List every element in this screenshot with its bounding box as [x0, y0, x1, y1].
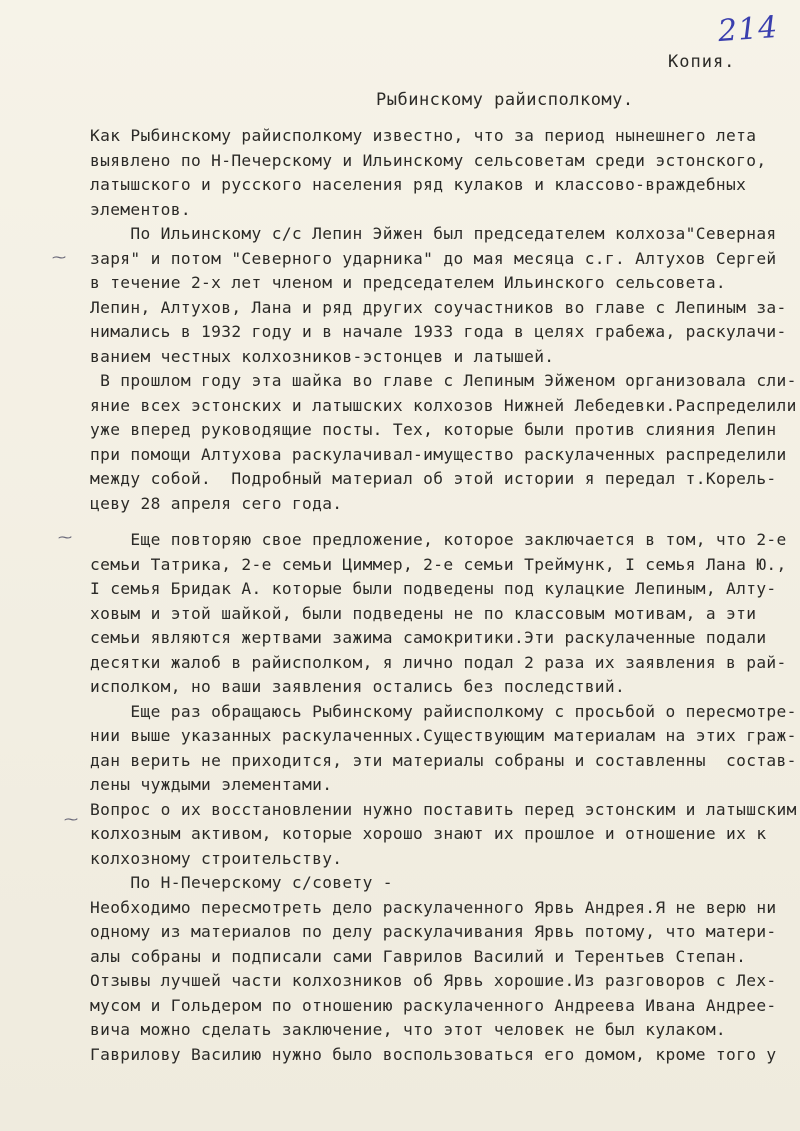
- text-line: В прошлом году эта шайка во главе с Лепиным Эйженом организовала сли-: [90, 371, 797, 390]
- text-line: семьи являются жертвами зажима самокритики.Эти раскулаченные подали: [90, 628, 767, 647]
- text-line: семьи Татрика, 2-е семьи Циммер, 2-е семьи Треймунк, I семья Лана Ю.,: [90, 554, 787, 574]
- text-line: уже вперед руководящие посты. Тех, которые были против слияния Лепин: [90, 420, 777, 439]
- text-line: яние всех эстонских и латышских колхозов Нижней Лебедевки.Распределили: [90, 395, 797, 415]
- text-line: колхозному строительству.: [90, 848, 343, 868]
- text-line: По Ильинскому с/с Лепин Эйжен был председателем колхоза"Северная: [90, 224, 777, 243]
- text-line: заря" и потом "Северного ударника" до мая месяца с.г. Алтухов Сергей: [90, 248, 777, 268]
- text-line: Еще раз обращаюсь Рыбинскому райисполкому с просьбой о пересмотре-: [90, 701, 797, 721]
- text-line: выявлено по Н-Печерскому и Ильинскому сельсоветам среди эстонского,: [90, 150, 767, 170]
- text-line: лены чуждыми элементами.: [90, 775, 333, 794]
- text-line: мусом и Гольдером по отношению раскулаченного Андреева Ивана Андрее-: [90, 995, 777, 1015]
- text-line: I семья Бридак А. которые были подведены под кулацкие Лепиным, Алту-: [90, 579, 777, 598]
- archive-page-number: 214: [716, 9, 780, 50]
- text-line: колхозным активом, которые хорошо знают их прошлое и отношение их к: [90, 824, 767, 843]
- letter-body: [90, 124, 797, 1067]
- text-line: Еще повторяю свое предложение, которое заключается в том, что 2-е: [90, 530, 787, 549]
- text-line: исполком, но ваши заявления остались без последствий.: [90, 677, 626, 696]
- copy-mark: Копия.: [668, 52, 736, 72]
- text-line: Вопрос о их восстановлении нужно поставить перед эстонским и латышским: [90, 799, 797, 819]
- text-line: Лепин, Алтухов, Лана и ряд других соучастников во главе с Лепиным за-: [90, 297, 787, 317]
- text-line: цеву 28 апреля сего года.: [90, 493, 343, 513]
- text-line: одному из материалов по делу раскулачивания Ярвь потому, что матери-: [90, 922, 777, 941]
- text-line: вича можно сделать заключение, что этот человек не был кулаком.: [90, 1020, 727, 1039]
- text-line: нии выше указанных раскулаченных.Существующим материалам на этих граж-: [90, 726, 797, 745]
- margin-annotation-mark: ⁓: [58, 530, 72, 546]
- text-line: ванием честных колхозников-эстонцев и латышей.: [90, 346, 555, 366]
- text-line: алы собраны и подписали сами Гаврилов Василий и Терентьев Степан.: [90, 946, 747, 966]
- text-line: при помощи Алтухова раскулачивал-имущество раскулаченных распределили: [90, 444, 787, 464]
- paragraph-gap: [90, 516, 790, 528]
- text-line: элементов.: [90, 199, 191, 219]
- addressee-heading: Рыбинскому райисполкому.: [376, 90, 634, 110]
- text-line: латышского и русского населения ряд кулаков и классово-враждебных: [90, 175, 747, 194]
- text-line: дан верить не приходится, эти материалы собраны и составленны состав-: [90, 750, 797, 770]
- margin-annotation-mark: ⁓: [52, 250, 66, 266]
- text-line: Отзывы лучшей части колхозников об Ярвь хорошие.Из разговоров с Лех-: [90, 971, 777, 990]
- text-line: ховым и этой шайкой, были подведены не по классовым мотивам, а эти: [90, 603, 757, 623]
- text-line: нимались в 1932 году и в начале 1933 года в целях грабежа, раскулачи-: [90, 322, 787, 341]
- text-line: десятки жалоб в райисполком, я лично подал 2 раза их заявления в рай-: [90, 652, 787, 672]
- text-line: между собой. Подробный материал об этой истории я передал т.Корель-: [90, 469, 777, 488]
- text-line: Необходимо пересмотреть дело раскулаченного Ярвь Андрея.Я не верю ни: [90, 897, 777, 917]
- text-line: Как Рыбинскому райисполкому известно, что за период нынешнего лета: [90, 126, 757, 145]
- text-line: Гаврилову Василию нужно было воспользоваться его домом, кроме того у: [90, 1044, 777, 1064]
- text-line: в течение 2-х лет членом и председателем Ильинского сельсовета.: [90, 273, 727, 292]
- text-line: По Н-Печерскому с/совету -: [90, 873, 393, 892]
- margin-annotation-mark: ⁓: [64, 812, 78, 828]
